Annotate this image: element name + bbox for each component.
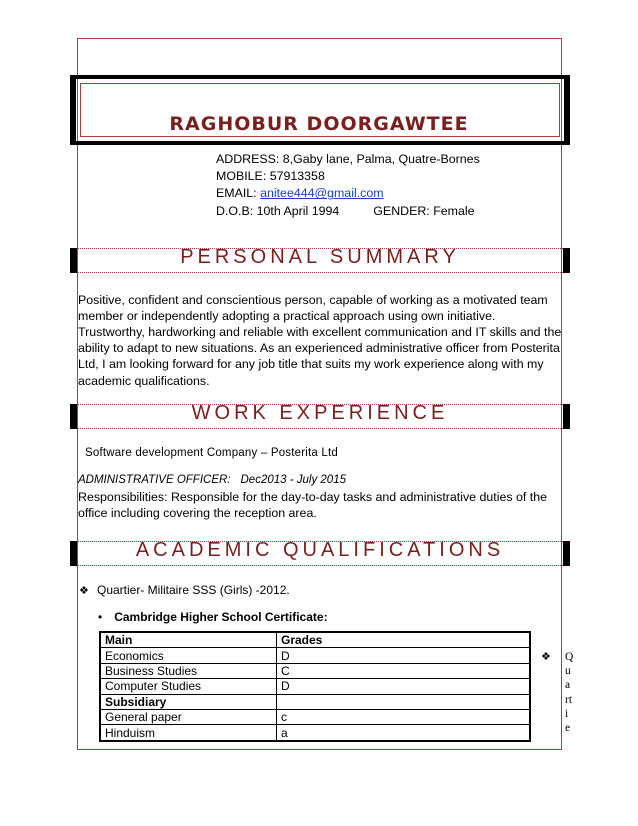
subsidiary-label: Subsidiary [100,694,277,709]
school-name: Quartier- Militaire SSS (Girls) -2012. [97,583,290,597]
diamond-bullet-icon: ❖ [541,651,551,663]
school-line [79,583,290,597]
contact-block [216,151,480,220]
diamond-bullet-icon: ❖ [79,585,89,597]
grade-cell: D [277,648,531,663]
subsidiary-header-row [100,694,530,709]
table-row [100,663,530,678]
email-link[interactable]: anitee444@gmail.com [260,186,384,201]
grade-cell: a [277,725,531,741]
address-line: ADDRESS: 8,Gaby lane, Palma, Quatre-Bornes [216,152,480,166]
subject-cell: General paper [100,709,277,724]
table-row [100,648,530,663]
email-line [216,185,480,202]
header-cell: Grades [277,632,531,648]
subject-cell: Business Studies [100,663,277,678]
grade-cell: D [277,679,531,694]
work-experience-heading [70,404,570,429]
grade-cell: C [277,663,531,678]
grades-table [99,631,531,742]
table-row [100,709,530,724]
subject-cell: Economics [100,648,277,663]
subject-cell: Computer Studies [100,679,277,694]
role-line [78,474,346,486]
company-line: Software development Company – Posterita Ltd [85,447,338,459]
summary-paragraph-1: Positive, confident and conscientious person, capable of working as a motivated team member or independently adopting a practical approach using own initiative. [78,293,548,324]
overflow-text: Quartie [565,651,574,735]
table-row [100,725,530,741]
academic-heading [70,541,570,566]
table-header-row [100,632,530,648]
mobile-line: MOBILE: 57913358 [216,169,325,184]
section-title: PERSONAL SUMMARY [180,246,460,268]
gender-text: GENDER: Female [373,203,475,218]
email-label: EMAIL: [216,186,261,201]
empty-cell [277,694,531,709]
role-title: ADMINISTRATIVE OFFICER: [78,474,231,486]
responsibilities-paragraph: Responsibilities: Responsible for the day-to-day tasks and administrative duties of the office including covering the reception area. [78,490,548,521]
role-dates: Dec2013 - July 2015 [240,474,346,486]
table-row [100,679,530,694]
dob-text: D.O.B: 10th April 1994 [216,203,340,218]
grade-cell: c [277,709,531,724]
personal-summary-heading [70,248,570,273]
certificate-line [98,610,328,624]
summary-paragraph-2: Trustworthy, hardworking and reliable with excellent communication and IT skills and the ability to adapt to new situations. As an experienced administrative officer from Posterita Ltd, I am looking forward for any job title that suits my work experience along with my academic qualifications. [78,325,562,388]
header-cell: Main [100,632,277,648]
subject-cell: Hinduism [100,725,277,741]
section-title: ACADEMIC QUALIFICATIONS [135,539,505,561]
certificate-name: Cambridge Higher School Certificate: [114,610,328,624]
bullet-icon: • [98,610,103,624]
dob-gender-line [216,203,480,220]
candidate-name: RAGHOBUR DOORGAWTEE [169,113,469,135]
section-title: WORK EXPERIENCE [191,402,449,424]
